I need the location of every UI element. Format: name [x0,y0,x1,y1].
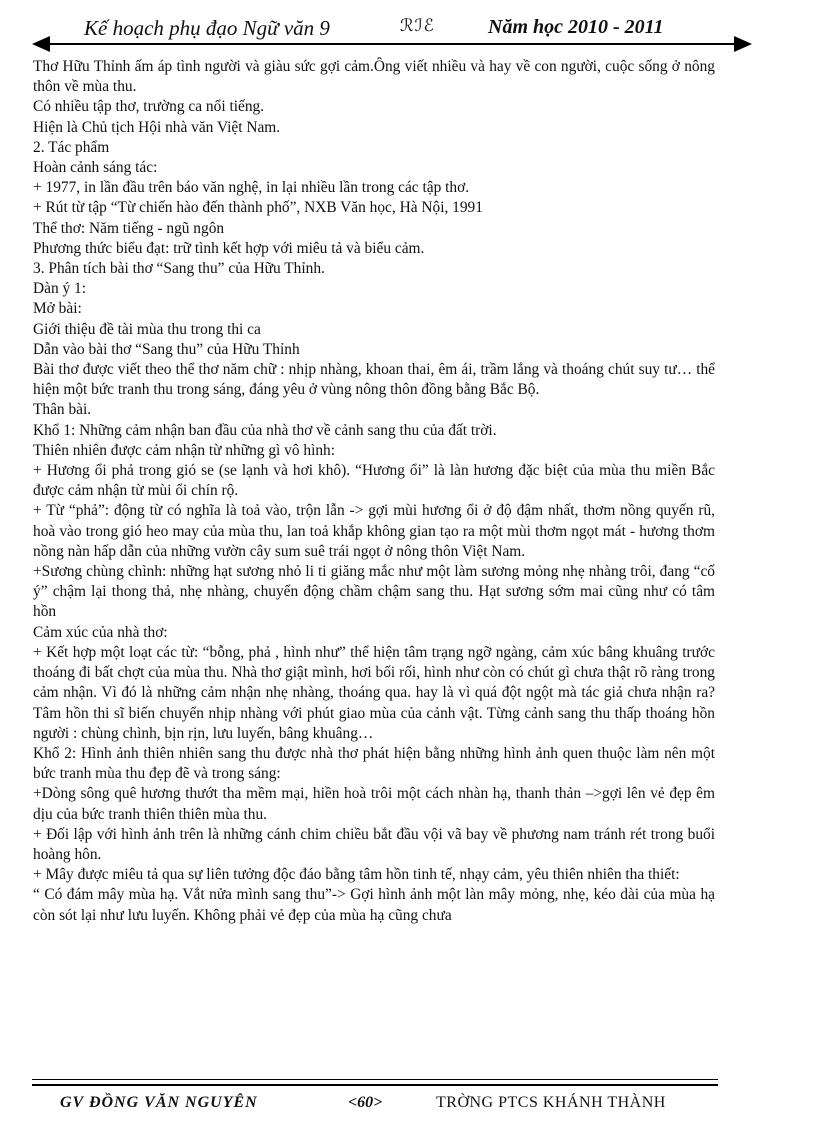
paragraph-intangible: Thiên nhiên được cảm nhận từ những gì vô hình: [33,441,336,459]
paragraph-mist: +Sương chùng chình: những hạt sương nhỏ li ti giăng mắc như một làm sương mỏng nhẹ nhàng trôi, đang “cố ý” chậm lại thong thả, nhẹ nhàng, chuyển động chầm chậm sang thu. Hạt sương sớm mai cũng như có tâm hồn [33,563,715,621]
heading-body: Thân bài. [33,401,92,419]
footer-school: TRỜNG PTCS KHÁNH THÀNH [436,1094,666,1111]
paragraph-verse-form: Thể thơ: Năm tiếng - ngũ ngôn [33,219,225,237]
paragraph-intro-poem: Dẫn vào bài thơ “Sang thu” của Hữu Thỉnh [33,340,300,358]
heading-work: 2. Tác phẩm [33,138,110,156]
paragraph-1977: + 1977, in lần đầu trên báo văn nghệ, in lại nhiều lần trong các tập thơ. [33,179,470,197]
header-school-year: Năm học 2010 - 2011 [488,16,664,38]
paragraph-word-pha: + Từ “phả”: động từ có nghĩa là toả vào, trộn lẫn -> gợi mùi hương ổi ở độ đậm nhất, thơm nồng quyến rũ, hoà vào trong gió heo may của mùa thu, lan toả khắp không gian tạo ra một mùi thơm ngọt mát - hương thơm nồng nàn hấp dẫn của những vườn cây sum suê trái ngọt ở nông thôn Việt Nam. [33,502,715,560]
paragraph-intro-topic: Giới thiệu đề tài mùa thu trong thi ca [33,320,261,338]
paragraph-river: +Dòng sông quê hương thướt tha mềm mại, hiền hoà trôi một cách nhàn hạ, thanh thản –>gợi lên vẻ đẹp êm dịu của bức tranh thiên thiên mùa thu. [33,785,715,823]
header-title: Kế hoạch phụ đạo Ngữ văn 9 [84,16,330,40]
heading-analysis: 3. Phân tích bài thơ “Sang thu” của Hữu Thỉnh. [33,260,325,278]
heading-outline-1: Dàn ý 1: [33,280,87,298]
header-ornament: ℛℐℰ [400,16,435,35]
paragraph-quote-cloud: “ Có đám mây mùa hạ. Vắt nửa mình sang thu”-> Gợi hình ảnh một làn mây mỏng, nhẹ, kéo dài của mùa hạ còn sót lại như lưu luyến. Không phải vẻ đẹp của mùa hạ cũng chưa [33,886,715,924]
page-header [32,12,752,56]
paragraph-expression-mode: Phương thức biểu đạt: trữ tình kết hợp với miêu tả và biểu cảm. [33,239,425,257]
footer-teacher: GV ĐỒNG VĂN NGUYÊN [60,1094,258,1111]
paragraph-clouds: + Mây được miêu tả qua sự liên tưởng độc đáo bằng tâm hồn tinh tế, nhạy cảm, yêu thiên nhiên tha thiết: [33,866,680,884]
document-body [33,57,715,926]
paragraph-collections: Có nhiều tập thơ, trường ca nổi tiếng. [33,98,265,116]
paragraph-poem-overview: Bài thơ được viết theo thể thơ năm chữ : nhịp nhàng, khoan thai, êm ái, trầm lắng và thoáng chút suy tư… thể hiện một bức tranh thu trong sáng, đáng yêu ở vùng nông thôn đồng bằng Bắc Bộ. [33,361,715,399]
heading-stanza-1: Khổ 1: Những cảm nhận ban đầu của nhà thơ về cảnh sang thu của đất trời. [33,421,497,439]
footer-rule [32,1079,718,1086]
heading-emotion: Cảm xúc của nhà thơ: [33,623,168,641]
footer-page-number: <60> [348,1094,383,1111]
paragraph-author-style: Thơ Hữu Thỉnh ấm áp tình người và giàu sức gợi cảm.Ông viết nhiều và hay về con người, cuộc sống ở nông thôn về mùa thu. [33,58,715,96]
paragraph-position: Hiện là Chủ tịch Hội nhà văn Việt Nam. [33,118,281,136]
heading-stanza-2: Khổ 2: Hình ảnh thiên nhiên sang thu được nhà thơ phát hiện bằng những hình ảnh quen thuộc làm nên một bức tranh mùa thu đẹp đẽ và trong sáng: [33,744,715,783]
paragraph-source: + Rút từ tập “Từ chiến hào đến thành phố”, NXB Văn học, Hà Nội, 1991 [33,199,483,217]
paragraph-birds: + Đối lập với hình ảnh trên là những cánh chim chiều bắt đầu vội vã bay về phương nam tránh rét trong buổi hoàng hôn. [33,825,715,863]
heading-introduction: Mở bài: [33,300,82,318]
heading-context: Hoàn cảnh sáng tác: [33,159,158,177]
paragraph-emotion: + Kết hợp một loạt các từ: “bỗng, phả , hình như” thể hiện tâm trạng ngỡ ngàng, cảm xúc bâng khuâng trước thoáng đi bất chợt của mùa thu. Nhà thơ giật mình, hơi bối rối, hình như còn có chút gì chưa thật rõ ràng trong cảm nhận. Vì đó là những cảm nhận nhẹ nhàng, thoáng qua. hay là vì quá đột ngột mà tác giả chưa nhận ra? Tâm hồn thi sĩ biến chuyển nhịp nhàng với phút giao mùa của cảnh vật. Từng cảnh sang thu thấp thoáng hồn người : chùng chình, bịn rịn, lưu luyến, bâng khuâng… [33,643,715,742]
header-double-arrow-rule [32,36,752,56]
paragraph-guava-scent: + Hương ổi phả trong gió se (se lạnh và hơi khô). “Hương ổi” là làn hương đặc biệt của mùa thu miền Bắc được cảm nhận từ mùi ổi chín rộ. [33,462,715,500]
